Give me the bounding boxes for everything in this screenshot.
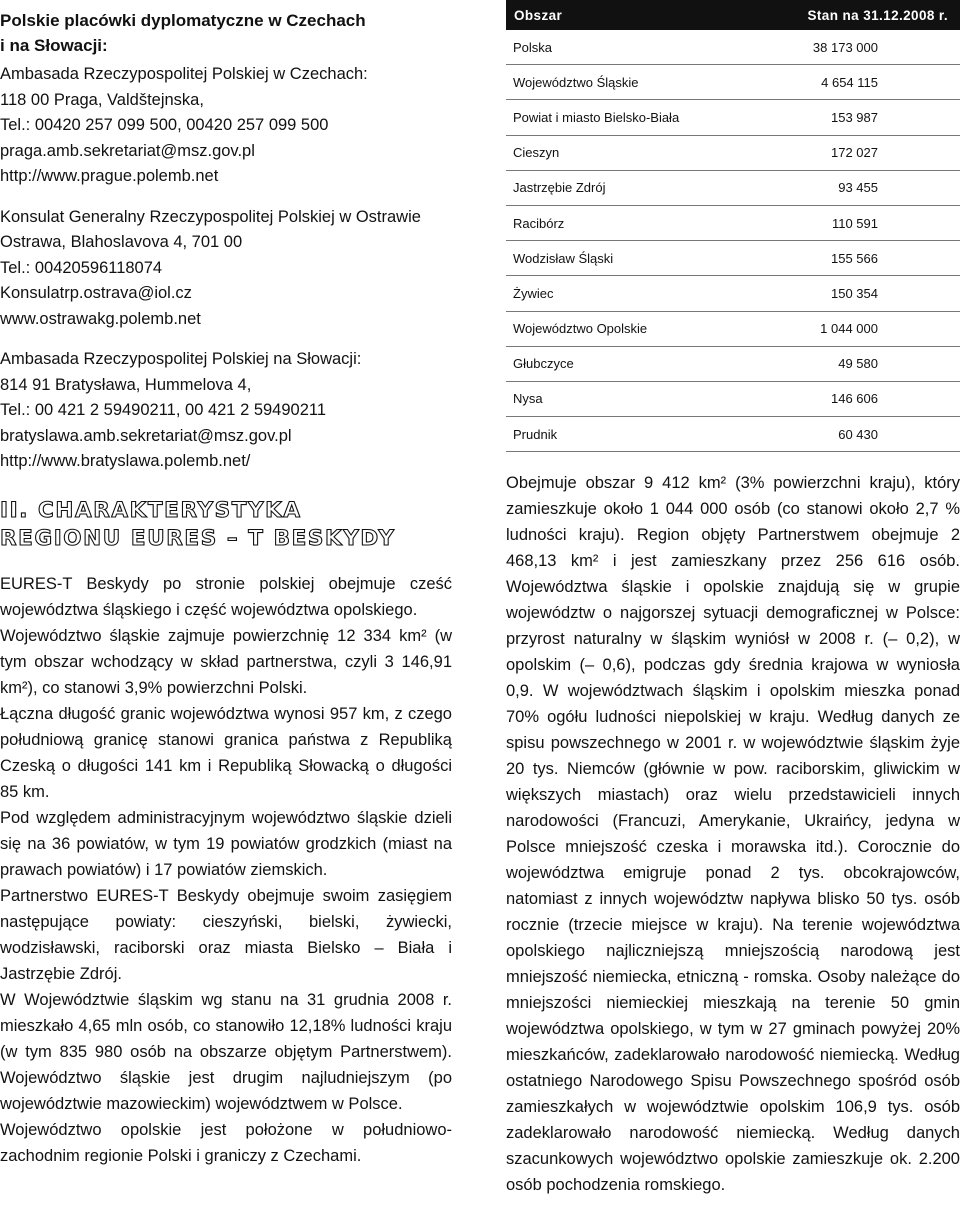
row-area-name: Województwo Śląskie xyxy=(506,65,746,100)
heading-line: Polskie placówki dyplomatyczne w Czechach xyxy=(0,11,366,30)
contact-website[interactable]: http://www.prague.polemb.net xyxy=(0,167,219,185)
row-population-value: 172 027 xyxy=(746,135,960,170)
contact-line: Tel.: 00420 257 099 500, 00420 257 099 500 xyxy=(0,116,329,134)
row-population-value: 110 591 xyxy=(746,205,960,240)
population-table xyxy=(506,0,960,452)
contact-website[interactable]: www.ostrawakg.polemb.net xyxy=(0,309,201,328)
contact-line: Tel.: 00420596118074 xyxy=(0,258,163,277)
table-row xyxy=(506,381,960,416)
header-date: Stan na 31.12.2008 r. xyxy=(746,0,960,30)
contact-email[interactable]: praga.amb.sekretariat@msz.gov.pl xyxy=(0,141,255,160)
heading-line: i na Słowacji: xyxy=(0,36,108,55)
table-row xyxy=(506,346,960,381)
contact-line: Ambasada Rzeczypospolitej Polskiej w Czechach: xyxy=(0,65,368,83)
header-area: Obszar xyxy=(506,0,746,30)
row-population-value: 155 566 xyxy=(746,241,960,276)
row-population-value: 153 987 xyxy=(746,100,960,135)
table-header-row xyxy=(506,0,960,30)
contact-line: 814 91 Bratysława, Hummelova 4, xyxy=(0,375,252,394)
row-population-value: 60 430 xyxy=(746,417,960,452)
body-paragraph: Województwo śląskie zajmuje powierzchnię 12 334 km² (w tym obszar wchodzący w skład partnerstwa, czyli 3 146,91 km²), co stanowi 3,9% powierzchni Polski. xyxy=(0,626,452,697)
body-paragraph: W Województwie śląskim wg stanu na 31 grudnia 2008 r. mieszkało 4,65 mln osób, co stanowiło 12,18% ludności kraju (w tym 835 980 osób na obszarze objętym Partnerstwem). Województwo śląskie jest drugim najludniejszym (po województwie mazowieckim) województwem w Polsce. xyxy=(0,990,452,1113)
table-row xyxy=(506,65,960,100)
row-area-name: Wodzisław Śląski xyxy=(506,241,746,276)
left-body-text xyxy=(0,571,452,1169)
table-row xyxy=(506,205,960,240)
right-column xyxy=(506,0,960,1198)
row-population-value: 4 654 115 xyxy=(746,65,960,100)
row-population-value: 93 455 xyxy=(746,170,960,205)
table-row xyxy=(506,135,960,170)
contact-email[interactable]: Konsulatrp.ostrava@iol.cz xyxy=(0,284,192,302)
row-area-name: Nysa xyxy=(506,381,746,416)
row-area-name: Powiat i miasto Bielsko-Biała xyxy=(506,100,746,135)
table-row xyxy=(506,417,960,452)
contact-line: Konsulat Generalny Rzeczypospolitej Polskiej w Ostrawie xyxy=(0,207,421,226)
body-paragraph: Pod względem administracyjnym województwo śląskie dzieli się na 36 powiatów, w tym 19 powiatów grodzkich (miast na prawach powiatów) i 17 powiatów ziemskich. xyxy=(0,808,452,879)
row-area-name: Polska xyxy=(506,30,746,65)
row-area-name: Głubczyce xyxy=(506,346,746,381)
body-paragraph: Województwo opolskie jest położone w południowo-zachodnim regionie Polski i graniczy z Czechami. xyxy=(0,1120,452,1165)
body-paragraph: Łączna długość granic województwa wynosi 957 km, z czego południową granicę stanowi granica państwa z Republiką Czeską o długości 141 km i Republiką Słowacką o długości 85 km. xyxy=(0,704,452,801)
table-row xyxy=(506,100,960,135)
row-area-name: Cieszyn xyxy=(506,135,746,170)
table-body xyxy=(506,30,960,452)
section-title-line: REGIONU EURES – T BESKYDY xyxy=(0,525,396,551)
section-title-line: II. CHARAKTERYSTYKA xyxy=(0,497,302,523)
right-body-text xyxy=(506,470,960,1198)
row-population-value: 38 173 000 xyxy=(746,30,960,65)
body-paragraph: Partnerstwo EURES-T Beskydy obejmuje swoim zasięgiem następujące powiaty: cieszyński, bielski, żywiecki, wodzisławski, raciborski oraz miasta Bielsko – Biała i Jastrzębie Zdrój. xyxy=(0,886,452,983)
row-population-value: 1 044 000 xyxy=(746,311,960,346)
row-area-name: Prudnik xyxy=(506,417,746,452)
table-row xyxy=(506,170,960,205)
contact-line: Ambasada Rzeczypospolitej Polskiej na Słowacji: xyxy=(0,350,362,368)
table-row xyxy=(506,276,960,311)
left-column xyxy=(0,8,452,1169)
contact-email[interactable]: bratyslawa.amb.sekretariat@msz.gov.pl xyxy=(0,426,292,445)
contact-line: Ostrawa, Blahoslavova 4, 701 00 xyxy=(0,233,243,251)
row-population-value: 146 606 xyxy=(746,381,960,416)
contact-embassy-slovakia xyxy=(0,347,452,475)
row-population-value: 150 354 xyxy=(746,276,960,311)
body-paragraph: Obejmuje obszar 9 412 km² (3% powierzchni kraju), który zamieszkuje około 1 044 000 osób (co stanowi około 2,7 % ludności kraju). Region objęty Partnerstwem obejmuje 2 468,13 km² i jest zamieszkany przez 256 616 osób. Województwa śląskie i opolskie znajdują się w grupie województw o najgorszej sytuacji demograficznej w Polsce: przyrost naturalny w śląskim wyniósł w 2008 r. (– 0,2), w opolskim (– 0,6), podczas gdy średnia krajowa w wyniosła 0,9. W województwach śląskim i opolskim mieszka ponad 70% ogółu ludności niepolskiej w kraju. Według danych ze spisu powszechnego w 2001 r. w województwie śląskim żyje 20 tys. Niemców (głównie w pow. raciborskim, gliwickim w większych miastach) oraz wielu przedstawicieli innych narodowości (Francuzi, Amerykanie, Ukraińcy, jedyna w Polsce mniejszość czeska i morawska itd.). Corocznie do województwa emigruje ponad 2 tys. obcokrajowców, natomiast z innych województw napływa blisko 50 tys. osób rocznie (trzecie miejsce w kraju). Na terenie województwa opolskiego najliczniejszą mniejszością narodową jest mniejszość niemiecka, etniczną - romska. Osoby należące do mniejszości niemieckiej mieszkają na terenie 50 gmin województwa opolskiego, w tym w 27 gminach powyżej 20% mieszkańców, zadeklarowało narodowość niemiecką. Według ostatniego Narodowego Spisu Powszechnego spośród osób zamieszkałych w województwie opolskim 106,9 tys. osób zadeklarowało narodowość niemiecką. Według danych szacunkowych województwo opolskie zamieszkuje ok. 2.200 osób pochodzenia romskiego. xyxy=(506,474,960,1195)
contact-embassy-czech xyxy=(0,62,452,190)
section-title xyxy=(0,497,452,553)
row-population-value: 49 580 xyxy=(746,346,960,381)
contact-line: 118 00 Praga, Valdštejnska, xyxy=(0,90,204,109)
table-row xyxy=(506,311,960,346)
row-area-name: Jastrzębie Zdrój xyxy=(506,170,746,205)
table-row xyxy=(506,241,960,276)
row-area-name: Województwo Opolskie xyxy=(506,311,746,346)
contact-consulate-ostrava xyxy=(0,205,452,333)
body-paragraph: EURES-T Beskydy po stronie polskiej obejmuje cześć województwa śląskiego i część województwa opolskiego. xyxy=(0,574,452,619)
table-row xyxy=(506,30,960,65)
row-area-name: Żywiec xyxy=(506,276,746,311)
contact-line: Tel.: 00 421 2 59490211, 00 421 2 59490211 xyxy=(0,401,327,419)
contact-website[interactable]: http://www.bratyslawa.polemb.net/ xyxy=(0,452,251,470)
row-area-name: Racibórz xyxy=(506,205,746,240)
diplomatic-heading xyxy=(0,8,452,58)
